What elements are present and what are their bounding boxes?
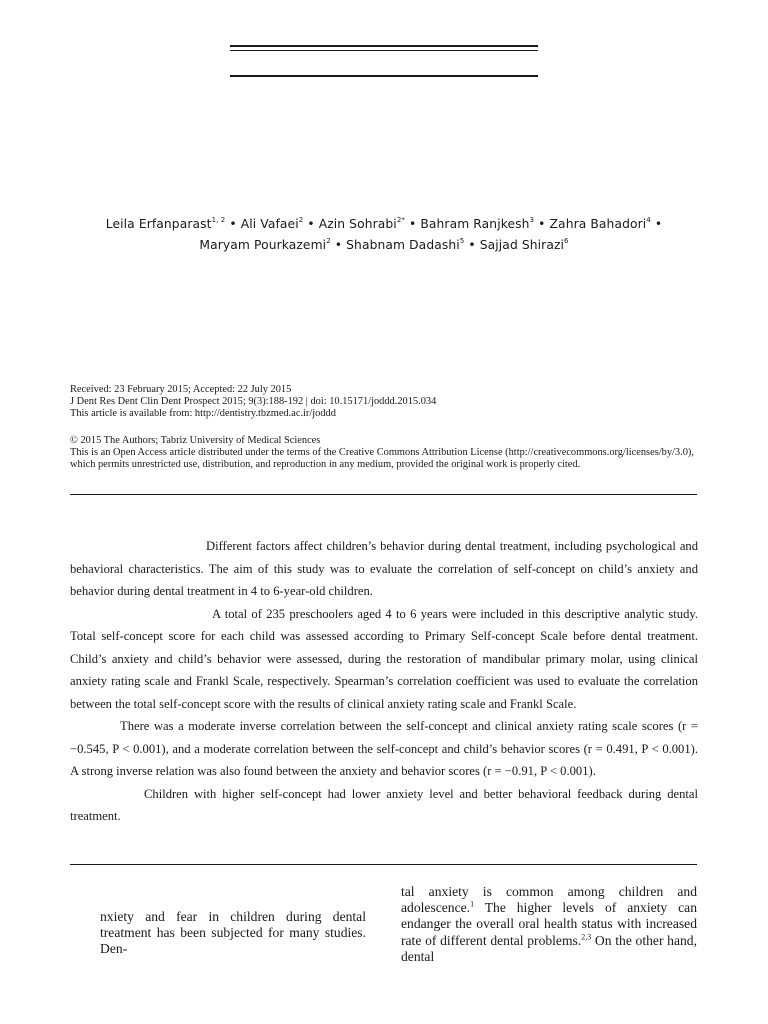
author-name: Maryam Pourkazemi bbox=[199, 238, 327, 252]
header-rule-bottom bbox=[230, 75, 538, 77]
license-line-1: This is an Open Access article distributed under the terms of the Creative Commons Attribution License (http://creativecommons.org/licenses/by/3.0), bbox=[70, 447, 694, 458]
author-name: Ali Vafaei bbox=[240, 217, 299, 231]
author-separator: • bbox=[334, 238, 343, 252]
citation: J Dent Res Dent Clin Dent Prospect 2015; 9(3):188-192 | doi: 10.15171/joddd.2015.034 bbox=[70, 396, 437, 407]
abstract-rule-top bbox=[70, 494, 697, 495]
reference-2-3[interactable]: 2,3 bbox=[581, 932, 592, 942]
abstract-methods: A total of 235 preschoolers aged 4 to 6 years were included in this descriptive analytic study. Total self-concept score for each child was assessed according to Primary Self-concept Scale before dental treatment. Child’s anxiety and child’s behavior were assessed, during the restoration of mandibular primary molar, using clinical anxiety rating scale and Frankl Scale, respectively. Spearman’s correlation coefficient was used to evaluate the correlation between the total self-concept score with the results of clinical anxiety rating scale and Frankl Scale. bbox=[70, 606, 698, 711]
author-separator: • bbox=[468, 238, 476, 252]
intro-right-text bbox=[401, 884, 697, 965]
author-name: Bahram Ranjkesh bbox=[420, 217, 530, 231]
author-name: Shabnam Dadashi bbox=[346, 238, 460, 252]
author-separator: • bbox=[538, 217, 546, 231]
author-separator: • bbox=[408, 217, 417, 231]
author-list bbox=[70, 214, 698, 256]
abstract-conclusion: Children with higher self-concept had lower anxiety level and better behavioral feedback during dental treatment. bbox=[70, 786, 698, 823]
abstract bbox=[70, 535, 698, 828]
author-affiliation: 4 bbox=[646, 215, 651, 224]
intro-left-text: nxiety and fear in children during dental treatment has been subjected for many studies. Den- bbox=[100, 909, 366, 957]
article-info bbox=[70, 384, 700, 420]
received-dates: Received: 23 February 2015; Accepted: 22 July 2015 bbox=[70, 384, 292, 395]
author-affiliation: 2* bbox=[396, 215, 405, 224]
abstract-results: There was a moderate inverse correlation between the self-concept and clinical anxiety rating scale scores (r = −0.545, P < 0.001), and a moderate correlation between the self-concept and child’s behavior scores (r = 0.491, P < 0.001). A strong inverse relation was also found between the anxiety and behavior scores (r = −0.91, P < 0.001). bbox=[70, 719, 698, 778]
author-affiliation: 5 bbox=[459, 236, 465, 245]
intro-left-column bbox=[70, 909, 366, 958]
author-affiliation: 2 bbox=[326, 236, 331, 245]
abstract-background: Different factors affect children’s behavior during dental treatment, including psychological and behavioral characteristics. The aim of this study was to evaluate the correlation of self-concept on child’s anxiety and behavior during dental treatment in 4 to 6-year-old children. bbox=[70, 539, 698, 598]
copyright: © 2015 The Authors; Tabriz University of Medical Sciences bbox=[70, 435, 321, 446]
author-name: Azin Sohrabi bbox=[318, 217, 397, 231]
author-separator: • bbox=[654, 217, 663, 231]
header-rule-top bbox=[230, 45, 538, 47]
author-name: Zahra Bahadori bbox=[549, 217, 647, 231]
intro-right-column bbox=[401, 884, 697, 965]
intro-right-text-2: The higher levels of anxiety can endanger the overall oral health status with increased rate of different dental problems. bbox=[401, 900, 697, 948]
author-separator: • bbox=[307, 217, 315, 231]
author-name: Leila Erfanparast bbox=[105, 217, 212, 231]
author-affiliation: 3 bbox=[529, 215, 535, 224]
author-affiliation: 2 bbox=[298, 215, 304, 224]
license-info bbox=[70, 435, 700, 471]
author-name: Sajjad Shirazi bbox=[479, 238, 565, 252]
header-rule-middle bbox=[230, 50, 538, 51]
abstract-rule-bottom bbox=[70, 864, 697, 865]
reference-1[interactable]: 1 bbox=[470, 899, 475, 909]
license-line-2: which permits unrestricted use, distribution, and reproduction in any medium, provided the original work is properly cited. bbox=[70, 459, 581, 470]
availability: This article is available from: http://dentistry.tbzmed.ac.ir/joddd bbox=[70, 408, 336, 419]
intro-right-text-3: On the other hand, dental bbox=[401, 932, 697, 964]
intro-right-text-1: tal anxiety is common among children and adolescence. bbox=[401, 884, 697, 916]
author-separator: • bbox=[229, 217, 237, 231]
author-affiliation: 1, 2 bbox=[211, 215, 226, 224]
author-affiliation: 6 bbox=[564, 236, 569, 245]
